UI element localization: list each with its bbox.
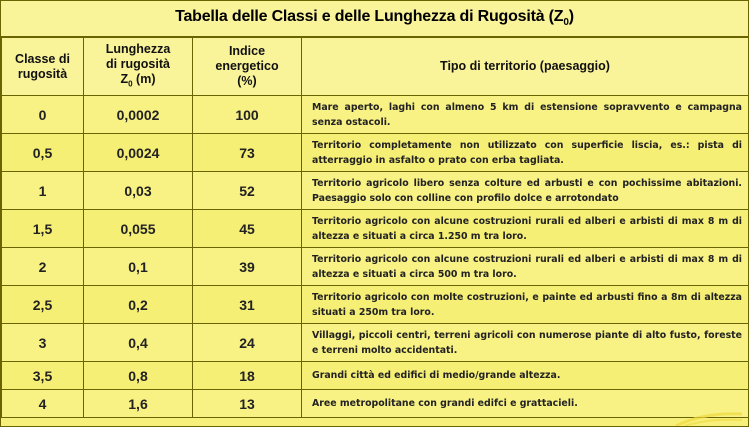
table-row (2, 324, 749, 362)
cell-classe: 2,5 (2, 286, 84, 324)
cell-classe: 3,5 (2, 362, 84, 390)
title-bar (1, 1, 748, 37)
table-row (2, 248, 749, 286)
cell-lunghezza: 0,2 (84, 286, 193, 324)
cell-indice: 24 (193, 324, 302, 362)
cell-classe: 0,5 (2, 134, 84, 172)
cell-lunghezza: 0,055 (84, 210, 193, 248)
header-classe: Classe di rugosità (2, 38, 84, 96)
table-row (2, 390, 749, 418)
cell-tipo: Territorio completamente non utilizzato con superficie liscia, es.: pista di atterraggio in asfalto o prato con erba tagliata. (302, 134, 749, 172)
cell-classe: 1,5 (2, 210, 84, 248)
cell-tipo: Territorio agricolo libero senza colture ed arbusti e con pochissime abitazioni. Paesaggio solo con colline con profilo dolce e arrotondato (302, 172, 749, 210)
table-row (2, 134, 749, 172)
cell-indice: 52 (193, 172, 302, 210)
cell-classe: 2 (2, 248, 84, 286)
header-row (2, 38, 749, 96)
cell-indice: 18 (193, 362, 302, 390)
cell-tipo: Villaggi, piccoli centri, terreni agricoli con numerose piante di alto fusto, foreste e terreni molto accidentati. (302, 324, 749, 362)
cell-lunghezza: 0,8 (84, 362, 193, 390)
cell-classe: 0 (2, 96, 84, 134)
table-row (2, 362, 749, 390)
cell-classe: 4 (2, 390, 84, 418)
header-tipo: Tipo di territorio (paesaggio) (302, 38, 749, 96)
cell-lunghezza: 1,6 (84, 390, 193, 418)
cell-indice: 45 (193, 210, 302, 248)
table-title (175, 8, 574, 28)
cell-lunghezza: 0,03 (84, 172, 193, 210)
cell-indice: 39 (193, 248, 302, 286)
cell-lunghezza: 0,0002 (84, 96, 193, 134)
cell-lunghezza: 0,1 (84, 248, 193, 286)
cell-indice: 73 (193, 134, 302, 172)
table-row (2, 172, 749, 210)
cell-lunghezza: 0,4 (84, 324, 193, 362)
cell-indice: 100 (193, 96, 302, 134)
table-row (2, 96, 749, 134)
title-close: ) (568, 8, 574, 26)
table-row (2, 210, 749, 248)
roughness-table (1, 37, 749, 418)
cell-tipo: Mare aperto, laghi con almeno 5 km di estensione sopravvento e campagna senza ostacoli. (302, 96, 749, 134)
title-subscript: 0 (563, 17, 569, 29)
cell-tipo: Territorio agricolo con alcune costruzioni rurali ed alberi e arbisti di max 8 m di altezza e situati a circa 500 m tra loro. (302, 248, 749, 286)
cell-tipo: Territorio agricolo con molte costruzioni, e painte ed arbusti fino a 8m di altezza situati a 250m tra loro. (302, 286, 749, 324)
cell-tipo: Territorio agricolo con alcune costruzioni rurali ed alberi e arbisti di max 8 m di altezza e situati a circa 1.250 m tra loro. (302, 210, 749, 248)
header-lunghezza: Lunghezza di rugosità $Z_0$ (m) (84, 38, 193, 96)
title-main: Tabella delle Classi e delle Lunghezza di Rugosità (Z (175, 8, 564, 26)
cell-classe: 1 (2, 172, 84, 210)
cell-indice: 13 (193, 390, 302, 418)
cell-tipo: Aree metropolitane con grandi edifci e grattacieli. (302, 390, 749, 418)
cell-tipo: Grandi città ed edifici di medio/grande altezza. (302, 362, 749, 390)
cell-lunghezza: 0,0024 (84, 134, 193, 172)
cell-indice: 31 (193, 286, 302, 324)
header-indice: Indice energetico (%) (193, 38, 302, 96)
table-row (2, 286, 749, 324)
cell-classe: 3 (2, 324, 84, 362)
